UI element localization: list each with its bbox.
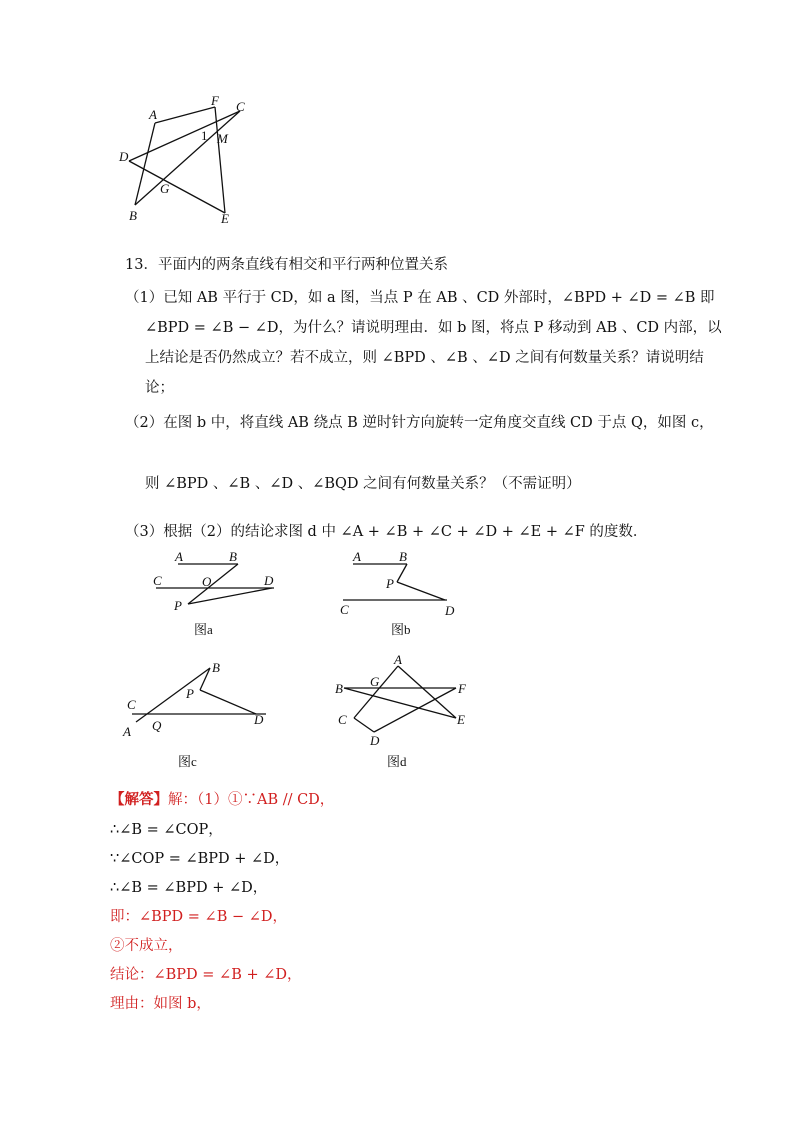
part1-line-2: ∠BPD = ∠B − ∠D，为什么？请说明理由．如 b 图，将点 P 移动到 AB 、CD 内部，以 xyxy=(145,320,722,336)
top-label-B: B xyxy=(129,208,137,223)
top-label-1: 1 xyxy=(201,128,208,143)
fig-b-label-B: B xyxy=(399,549,407,564)
fig-b-label-D: D xyxy=(445,603,455,618)
part2-line-2: 则 ∠BPD 、∠B 、∠D 、∠BQD 之间有何数量关系？（不需证明） xyxy=(145,476,581,492)
fig-c-label-Q: Q xyxy=(152,718,162,733)
fig-b-caption: 图b xyxy=(391,622,411,637)
fig-b-label-C: C xyxy=(340,602,349,617)
fig-d-label-E: E xyxy=(457,712,465,727)
fig-a-label-C: C xyxy=(153,573,162,588)
solution-header: 【解答】 xyxy=(110,791,168,808)
fig-a-label-A: A xyxy=(175,549,183,564)
part2-line-1: （2）在图 b 中，将直线 AB 绕点 B 逆时针方向旋转一定角度交直线 CD 于点 Q，如图 c， xyxy=(125,415,714,431)
fig-d-label-D: D xyxy=(370,733,380,748)
fig-b-label-P: P xyxy=(386,576,394,591)
top-label-M: M xyxy=(217,131,228,146)
fig-a-label-B: B xyxy=(229,549,237,564)
top-label-C: C xyxy=(236,99,245,114)
fig-d-label-C: C xyxy=(338,712,347,727)
solution-line-6: ②不成立， xyxy=(110,938,183,954)
fig-c-caption: 图c xyxy=(178,754,197,769)
problem-title: 13．平面内的两条直线有相交和平行两种位置关系 xyxy=(125,257,448,273)
part3-line: （3）根据（2）的结论求图 d 中 ∠A + ∠B + ∠C + ∠D + ∠E + ∠F 的度数． xyxy=(125,524,648,540)
part1-line-1: （1）已知 AB 平行于 CD，如 a 图，当点 P 在 AB 、CD 外部时，∠BPD + ∠D = ∠B 即 xyxy=(125,290,715,306)
part1-line-4: 论； xyxy=(145,380,174,396)
fig-a-label-O: O xyxy=(202,574,212,589)
figure-a xyxy=(150,548,290,638)
fig-a-label-D: D xyxy=(264,573,274,588)
figure-c xyxy=(120,652,280,774)
top-label-A: A xyxy=(149,107,157,122)
top-label-E: E xyxy=(221,211,229,226)
fig-a-label-P: P xyxy=(174,598,182,613)
solution-line-7: 结论：∠BPD = ∠B + ∠D， xyxy=(110,967,302,983)
fig-c-label-C: C xyxy=(127,697,136,712)
solution-line-4: ∴∠B = ∠BPD + ∠D， xyxy=(110,880,268,896)
fig-c-label-A: A xyxy=(123,724,131,739)
top-label-F: F xyxy=(211,93,219,108)
fig-d-label-B: B xyxy=(335,681,343,696)
part1-line-3: 上结论是否仍然成立？若不成立，则 ∠BPD 、∠B 、∠D 之间有何数量关系？请说明结 xyxy=(145,350,704,366)
fig-d-label-A: A xyxy=(394,652,402,667)
solution-line-2: ∴∠B = ∠COP， xyxy=(110,822,223,838)
solution-text-1: 解：（1）①∵AB // CD， xyxy=(168,792,335,808)
fig-b-label-A: A xyxy=(353,549,361,564)
fig-d-label-G: G xyxy=(370,674,380,689)
fig-c-label-B: B xyxy=(212,660,220,675)
fig-d-caption: 图d xyxy=(387,754,407,769)
top-label-D: D xyxy=(119,149,129,164)
solution-line-3: ∵∠COP = ∠BPD + ∠D， xyxy=(110,851,290,867)
solution-line-5: 即：∠BPD = ∠B − ∠D， xyxy=(110,909,288,925)
solution-line-8: 理由：如图 b， xyxy=(110,996,211,1012)
solution-line-1 xyxy=(110,790,334,810)
top-label-G: G xyxy=(160,181,170,196)
top-figure xyxy=(115,95,265,230)
figure-d xyxy=(332,652,482,774)
figure-b xyxy=(335,548,475,638)
fig-c-label-P: P xyxy=(186,686,194,701)
fig-d-label-F: F xyxy=(458,681,466,696)
fig-a-caption: 图a xyxy=(194,622,213,637)
fig-c-label-D: D xyxy=(254,712,264,727)
